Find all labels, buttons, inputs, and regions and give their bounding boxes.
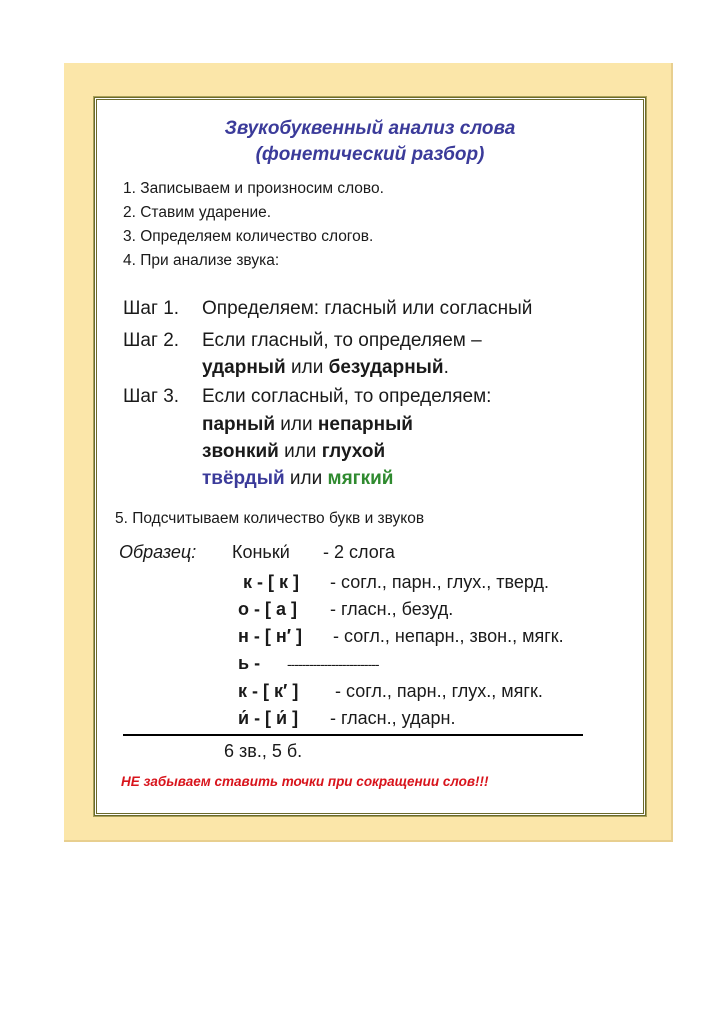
shag-3-pair: [202, 414, 413, 436]
shag-2-label: Шаг 2.: [123, 330, 180, 351]
shag-3-label: Шаг 3.: [123, 386, 180, 407]
content-card: [94, 97, 646, 816]
shag-3-voice: [202, 441, 385, 463]
udarny-word: ударный: [202, 357, 286, 378]
gluhoy-word: глухой: [321, 441, 386, 462]
example-row-1-desc: - согл., парн., глух., тверд.: [330, 572, 549, 592]
shag-3-hard: [202, 468, 393, 490]
list-item-4: 4. При анализе звука:: [123, 252, 280, 269]
ili-word: или: [278, 441, 322, 462]
period: .: [443, 357, 449, 378]
example-row-5-desc: - согл., парн., глух., мягк.: [335, 681, 543, 701]
warning-note: НЕ забываем ставить точки при сокращении слов!!!: [121, 774, 489, 789]
page-frame: [64, 63, 673, 842]
example-row-1-letter: к - [ к ]: [243, 572, 300, 592]
title-line-2: (фонетический разбор): [255, 144, 485, 165]
list-item-2: 2. Ставим ударение.: [123, 204, 272, 221]
example-row-6-desc: - гласн., ударн.: [330, 708, 456, 728]
example-row-4-desc: -------------------------: [287, 656, 379, 672]
zvonky-word: звонкий: [202, 441, 279, 462]
list-item-3: 3. Определяем количество слогов.: [123, 228, 374, 245]
title-line-1: Звукобуквенный анализ слова: [224, 118, 516, 139]
example-label: Образец:: [119, 542, 197, 562]
example-row-3-desc: - согл., непарн., звон., мягк.: [333, 626, 564, 646]
ili-word: или: [285, 357, 329, 378]
ili-word: или: [275, 414, 318, 435]
example-row-3-letter: н - [ н′ ]: [238, 626, 303, 646]
summary-rule: [123, 734, 583, 736]
example-row-2-desc: - гласн., безуд.: [330, 599, 454, 619]
shag-2-text: Если гласный, то определяем –: [202, 330, 482, 351]
neparny-word: непарный: [317, 414, 413, 435]
example-total: 6 зв., 5 б.: [224, 741, 303, 761]
bezudarny-word: безударный: [328, 357, 444, 378]
list-item-1: 1. Записываем и произносим слово.: [123, 180, 384, 197]
example-syllables: - 2 слога: [323, 542, 395, 562]
example-row-6-letter: и́ - [ и́ ]: [238, 708, 299, 728]
shag-3-text: Если согласный, то определяем:: [202, 386, 492, 407]
example-row-4-letter: ь -: [238, 653, 261, 673]
shag-2-line-2: [202, 357, 449, 379]
shag-1-label: Шаг 1.: [123, 298, 180, 319]
parny-word: парный: [202, 414, 276, 435]
example-row-2-letter: о - [ а ]: [238, 599, 297, 619]
shag-1-text: Определяем: гласный или согласный: [202, 298, 533, 319]
tvyordy-word: твёрдый: [202, 468, 285, 489]
example-row-5-letter: к - [ к′ ]: [238, 681, 299, 701]
ili-word: или: [284, 468, 328, 489]
point-5: 5. Подсчитываем количество букв и звуков: [115, 510, 425, 527]
myagky-word: мягкий: [327, 468, 394, 489]
example-word: Коньки́: [232, 542, 290, 562]
